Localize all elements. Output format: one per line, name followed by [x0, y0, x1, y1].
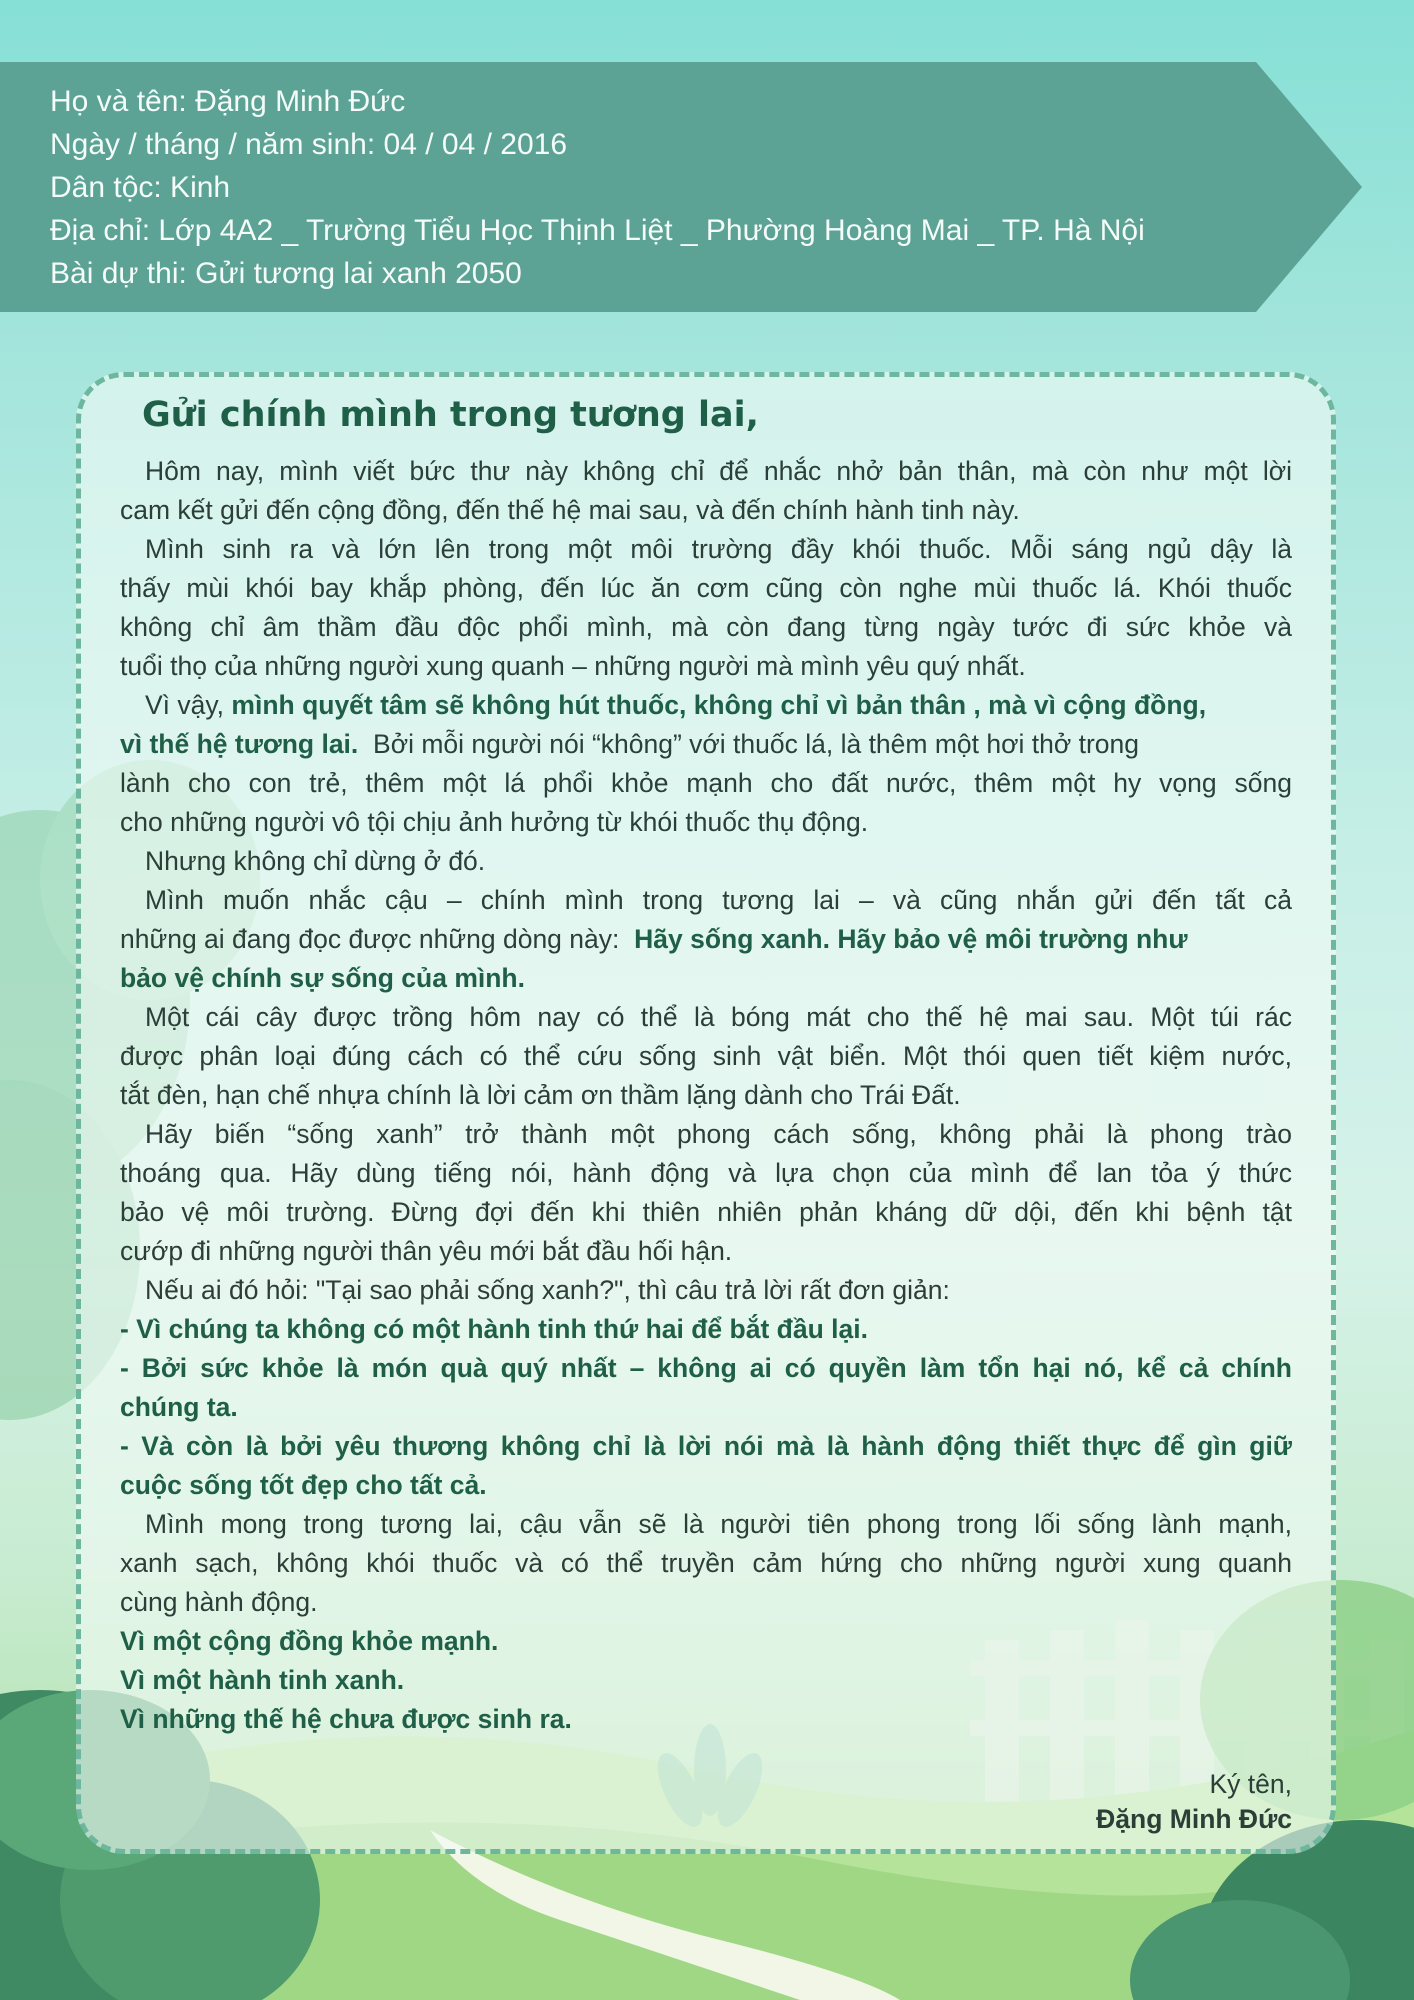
letter-text: những ai đang đọc được những dòng này:	[120, 924, 620, 954]
letter-line: cam kết gửi đến cộng đồng, đến thế hệ mai sau, và đến chính hành tinh này.	[120, 495, 1020, 525]
letter-line: tuổi thọ của những người xung quanh – những người mà mình yêu quý nhất.	[120, 651, 1026, 681]
signature-label: Ký tên,	[1209, 1769, 1292, 1799]
letter-line: cho những người vô tội chịu ảnh hưởng từ khói thuốc thụ động.	[120, 807, 869, 837]
letter-line: Nếu ai đó hỏi: "Tại sao phải sống xanh?", thì câu trả lời rất đơn giản:	[145, 1275, 950, 1305]
letter-line	[145, 688, 1292, 722]
letter-line	[120, 727, 1292, 761]
letter-line	[120, 922, 1292, 956]
letter-emphasis: mình quyết tâm sẽ không hút thuốc, không chỉ vì bản thân , mà vì cộng đồng,	[231, 690, 1207, 720]
student-ethnicity: Dân tộc: Kinh	[50, 171, 231, 204]
student-address: Địa chỉ: Lớp 4A2 _ Trường Tiểu Học Thịnh Liệt _ Phường Hoàng Mai _ TP. Hà Nội	[50, 214, 1145, 247]
letter-line: thoáng qua. Hãy dùng tiếng nói, hành động và lựa chọn của mình để lan tỏa ý thức	[120, 1158, 1292, 1188]
entry-title: Bài dự thi: Gửi tương lai xanh 2050	[50, 257, 522, 290]
letter-line: tắt đèn, hạn chế nhựa chính là lời cảm ơn thầm lặng dành cho Trái Đất.	[120, 1080, 961, 1110]
letter-line: bảo vệ chính sự sống của mình.	[120, 963, 525, 993]
student-name: Họ và tên: Đặng Minh Đức	[50, 85, 406, 118]
letter-text: Bởi mỗi người nói “không” với thuốc lá, là thêm một hơi thở trong	[373, 729, 1139, 759]
letter-line: Nhưng không chỉ dừng ở đó.	[145, 846, 486, 876]
letter-line: lành cho con trẻ, thêm một lá phổi khỏe mạnh cho đất nước, thêm một hy vọng sống	[120, 768, 1292, 798]
signature-name: Đặng Minh Đức	[1096, 1804, 1292, 1834]
closing-line: Vì những thế hệ chưa được sinh ra.	[120, 1704, 572, 1734]
letter-line: Mình mong trong tương lai, cậu vẫn sẽ là người tiên phong trong lối sống lành mạnh,	[145, 1509, 1292, 1539]
letter-line: bảo vệ môi trường. Đừng đợi đến khi thiên nhiên phản kháng dữ dội, đến khi bệnh tật	[120, 1197, 1292, 1227]
reason-line: - Và còn là bởi yêu thương không chỉ là lời nói mà là hành động thiết thực để gìn giữ	[120, 1431, 1292, 1461]
closing-line: Vì một hành tinh xanh.	[120, 1665, 405, 1695]
reason-line: cuộc sống tốt đẹp cho tất cả.	[120, 1470, 487, 1500]
letter-line: Hôm nay, mình viết bức thư này không chỉ để nhắc nhở bản thân, mà còn như một lời	[145, 456, 1292, 486]
letter-line: không chỉ âm thầm đầu độc phổi mình, mà còn đang từng ngày tước đi sức khỏe và	[120, 612, 1292, 642]
letter-line: Một cái cây được trồng hôm nay có thể là bóng mát cho thế hệ mai sau. Một túi rác	[145, 1002, 1292, 1032]
letter-text: Vì vậy,	[145, 690, 232, 720]
closing-line: Vì một cộng đồng khỏe mạnh.	[120, 1626, 499, 1656]
reason-line: - Vì chúng ta không có một hành tinh thứ hai để bắt đầu lại.	[120, 1314, 868, 1344]
letter-line: Mình sinh ra và lớn lên trong một môi trường đầy khói thuốc. Mỗi sáng ngủ dậy là	[145, 534, 1292, 564]
letter-line: Hãy biến “sống xanh” trở thành một phong cách sống, không phải là phong trào	[145, 1119, 1292, 1149]
letter-line: cùng hành động.	[120, 1587, 318, 1617]
reason-line: chúng ta.	[120, 1392, 238, 1422]
letter-line: xanh sạch, không khói thuốc và có thể truyền cảm hứng cho những người xung quanh	[120, 1548, 1292, 1578]
student-birthdate: Ngày / tháng / năm sinh: 04 / 04 / 2016	[50, 128, 568, 161]
letter-line: Mình muốn nhắc cậu – chính mình trong tương lai – và cũng nhắn gửi đến tất cả	[145, 885, 1292, 915]
letter-emphasis: vì thế hệ tương lai.	[120, 729, 359, 759]
reason-line: - Bởi sức khỏe là món quà quý nhất – không ai có quyền làm tổn hại nó, kể cả chính	[120, 1353, 1292, 1383]
letter-salutation: Gửi chính mình trong tương lai,	[142, 395, 759, 435]
letter-line: thấy mùi khói bay khắp phòng, đến lúc ăn cơm cũng còn nghe mùi thuốc lá. Khói thuốc	[120, 573, 1292, 603]
letter-line: cướp đi những người thân yêu mới bắt đầu hối hận.	[120, 1236, 733, 1266]
letter-emphasis: Hãy sống xanh. Hãy bảo vệ môi trường như	[634, 924, 1188, 954]
letter-line: được phân loại đúng cách có thể cứu sống sinh vật biển. Một thói quen tiết kiệm nước,	[120, 1041, 1292, 1071]
